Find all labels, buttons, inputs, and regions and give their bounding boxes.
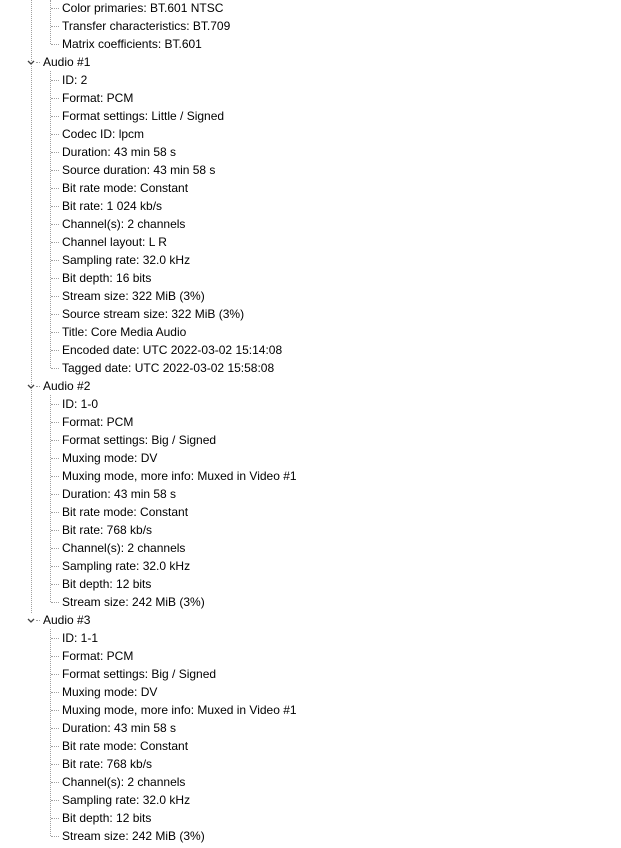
tree-connector-horizontal [51,692,59,693]
tree-connector-horizontal [51,548,59,549]
tree-leaf-label: Sampling rate: 32.0 kHz [62,559,191,573]
tree-leaf-label: Channel(s): 2 channels [62,217,186,231]
tree-connector-horizontal [51,350,59,351]
tree-leaf-label: Source duration: 43 min 58 s [62,163,216,177]
tree-connector-horizontal [51,512,59,513]
tree-leaf-row[interactable] [0,17,621,35]
tree-connector-horizontal [51,422,59,423]
tree-connector-horizontal [51,800,59,801]
tree-leaf-label: Duration: 43 min 58 s [62,487,177,501]
tree-leaf-label: Stream size: 242 MiB (3%) [62,829,205,843]
tree-leaf-label: Sampling rate: 32.0 kHz [62,793,191,807]
tree-leaf-label: Channel layout: L R [62,235,167,249]
tree-leaf-label: Stream size: 322 MiB (3%) [62,289,205,303]
tree-leaf-row[interactable] [0,431,621,449]
tree-connector-vertical [50,71,51,368]
tree-leaf-row[interactable] [0,233,621,251]
tree-leaf-label: Sampling rate: 32.0 kHz [62,253,191,267]
tree-leaf-row[interactable] [0,539,621,557]
tree-leaf-label: Bit depth: 12 bits [62,577,152,591]
tree-leaf-row[interactable] [0,467,621,485]
tree-leaf-row[interactable] [0,143,621,161]
tree-connector-horizontal [51,602,59,603]
tree-leaf-row[interactable] [0,773,621,791]
tree-connector-horizontal [51,80,59,81]
tree-leaf-row[interactable] [0,557,621,575]
tree-connector-horizontal [51,476,59,477]
tree-leaf-row[interactable] [0,665,621,683]
tree-leaf-row[interactable] [0,179,621,197]
tree-leaf-row[interactable] [0,71,621,89]
tree-connector-horizontal [51,494,59,495]
tree-leaf-row[interactable] [0,413,621,431]
tree-leaf-label: Codec ID: lpcm [62,127,145,141]
tree-connector-horizontal [51,134,59,135]
tree-leaf-row[interactable] [0,341,621,359]
tree-leaf-label: Stream size: 242 MiB (3%) [62,595,205,609]
tree-connector-horizontal [51,440,59,441]
tree-leaf-label: Format: PCM [62,415,134,429]
tree-leaf-row[interactable] [0,503,621,521]
tree-connector-horizontal [51,782,59,783]
tree-leaf-row[interactable] [0,737,621,755]
tree-connector-horizontal [51,836,59,837]
tree-connector-horizontal [51,764,59,765]
tree-leaf-row[interactable] [0,791,621,809]
tree-connector-horizontal [51,206,59,207]
tree-leaf-label: Bit rate mode: Constant [62,505,189,519]
tree-leaf-row[interactable] [0,287,621,305]
tree-leaf-row[interactable] [0,647,621,665]
tree-connector-horizontal [51,44,59,45]
tree-leaf-label: Channel(s): 2 channels [62,775,186,789]
tree-leaf-label: Channel(s): 2 channels [62,541,186,555]
tree-connector-horizontal [51,314,59,315]
tree-leaf-label: Format settings: Big / Signed [62,667,217,681]
tree-leaf-label: Matrix coefficients: BT.601 [62,37,202,51]
tree-connector-horizontal [51,332,59,333]
tree-leaf-row[interactable] [0,197,621,215]
tree-connector-horizontal [51,584,59,585]
tree-connector-horizontal [51,242,59,243]
tree-leaf-label: Bit rate mode: Constant [62,739,189,753]
tree-node-audio-1[interactable] [0,53,621,71]
tree-leaf-row[interactable] [0,35,621,53]
tree-leaf-label: Format: PCM [62,91,134,105]
tree-leaf-row[interactable] [0,683,621,701]
tree-connector-horizontal [36,386,40,387]
tree-connector-horizontal [51,188,59,189]
tree-connector-horizontal [51,656,59,657]
tree-leaf-row[interactable] [0,827,621,845]
tree-leaf-label: Format: PCM [62,649,134,663]
tree-leaf-row[interactable] [0,323,621,341]
tree-leaf-label: Transfer characteristics: BT.709 [62,19,231,33]
tree-connector-horizontal [51,368,59,369]
tree-connector-horizontal [51,8,59,9]
tree-leaf-row[interactable] [0,215,621,233]
tree-node-label: Audio #2 [43,379,91,393]
tree-connector-horizontal [51,530,59,531]
tree-connector-horizontal [51,26,59,27]
tree-connector-horizontal [51,566,59,567]
tree-leaf-row[interactable] [0,485,621,503]
tree-leaf-label: Source stream size: 322 MiB (3%) [62,307,245,321]
tree-connector-vertical [50,395,51,602]
tree-leaf-label: Muxing mode, more info: Muxed in Video #1 [62,703,297,717]
tree-connector-horizontal [51,674,59,675]
tree-connector-horizontal [51,746,59,747]
tree-leaf-row[interactable] [0,575,621,593]
tree-leaf-row[interactable] [0,107,621,125]
tree-leaf-row[interactable] [0,161,621,179]
tree-leaf-row[interactable] [0,809,621,827]
tree-node-label: Audio #3 [43,613,91,627]
tree-leaf-label: Bit rate mode: Constant [62,181,189,195]
tree-leaf-label: Bit rate: 1 024 kb/s [62,199,163,213]
tree-connector-horizontal [51,98,59,99]
tree-connector-horizontal [51,170,59,171]
tree-leaf-label: Bit depth: 12 bits [62,811,152,825]
tree-leaf-label: Muxing mode: DV [62,451,158,465]
tree-leaf-label: Encoded date: UTC 2022-03-02 15:14:08 [62,343,283,357]
tree-leaf-label: ID: 1-0 [62,397,99,411]
tree-connector-horizontal [51,260,59,261]
tree-leaf-row[interactable] [0,395,621,413]
tree-connector-horizontal [51,710,59,711]
tree-leaf-label: Format settings: Big / Signed [62,433,217,447]
tree-leaf-label: Bit rate: 768 kb/s [62,757,153,771]
tree-connector-horizontal [51,116,59,117]
tree-connector-horizontal [51,296,59,297]
tree-leaf-label: ID: 2 [62,73,88,87]
tree-leaf-label: Duration: 43 min 58 s [62,721,177,735]
tree-node-audio-3[interactable] [0,611,621,629]
tree-leaf-label: Duration: 43 min 58 s [62,145,177,159]
tree-leaf-label: Color primaries: BT.601 NTSC [62,1,224,15]
tree-connector-horizontal [36,62,40,63]
tree-leaf-label: Tagged date: UTC 2022-03-02 15:58:08 [62,361,275,375]
tree-node-audio-2[interactable] [0,377,621,395]
tree-leaf-row[interactable] [0,521,621,539]
tree-leaf-label: Format settings: Little / Signed [62,109,225,123]
tree-leaf-row[interactable] [0,701,621,719]
tree-connector-horizontal [51,404,59,405]
tree-leaf-row[interactable] [0,719,621,737]
tree-leaf-row[interactable] [0,359,621,377]
tree-connector-horizontal [51,278,59,279]
tree-leaf-row[interactable] [0,0,621,17]
tree-leaf-row[interactable] [0,89,621,107]
tree-leaf-label: Title: Core Media Audio [62,325,187,339]
tree-leaf-row[interactable] [0,125,621,143]
tree-leaf-row[interactable] [0,593,621,611]
tree-connector-horizontal [51,638,59,639]
tree-leaf-row[interactable] [0,251,621,269]
tree-connector-vertical [50,0,51,44]
tree-node-label: Audio #1 [43,55,91,69]
tree-connector-horizontal [51,152,59,153]
tree-leaf-label: Muxing mode: DV [62,685,158,699]
tree-leaf-label: ID: 1-1 [62,631,99,645]
tree-leaf-row[interactable] [0,755,621,773]
tree-leaf-label: Bit rate: 768 kb/s [62,523,153,537]
tree-leaf-row[interactable] [0,629,621,647]
tree-leaf-row[interactable] [0,449,621,467]
tree-connector-vertical [50,629,51,836]
tree-connector-horizontal [51,728,59,729]
tree-leaf-row[interactable] [0,269,621,287]
tree-connector-horizontal [51,458,59,459]
tree-leaf-label: Muxing mode, more info: Muxed in Video #1 [62,469,297,483]
tree-leaf-row[interactable] [0,305,621,323]
tree-leaf-label: Bit depth: 16 bits [62,271,152,285]
tree-connector-horizontal [51,818,59,819]
tree-connector-horizontal [51,224,59,225]
tree-connector-vertical [31,0,32,613]
tree-connector-horizontal [36,620,40,621]
